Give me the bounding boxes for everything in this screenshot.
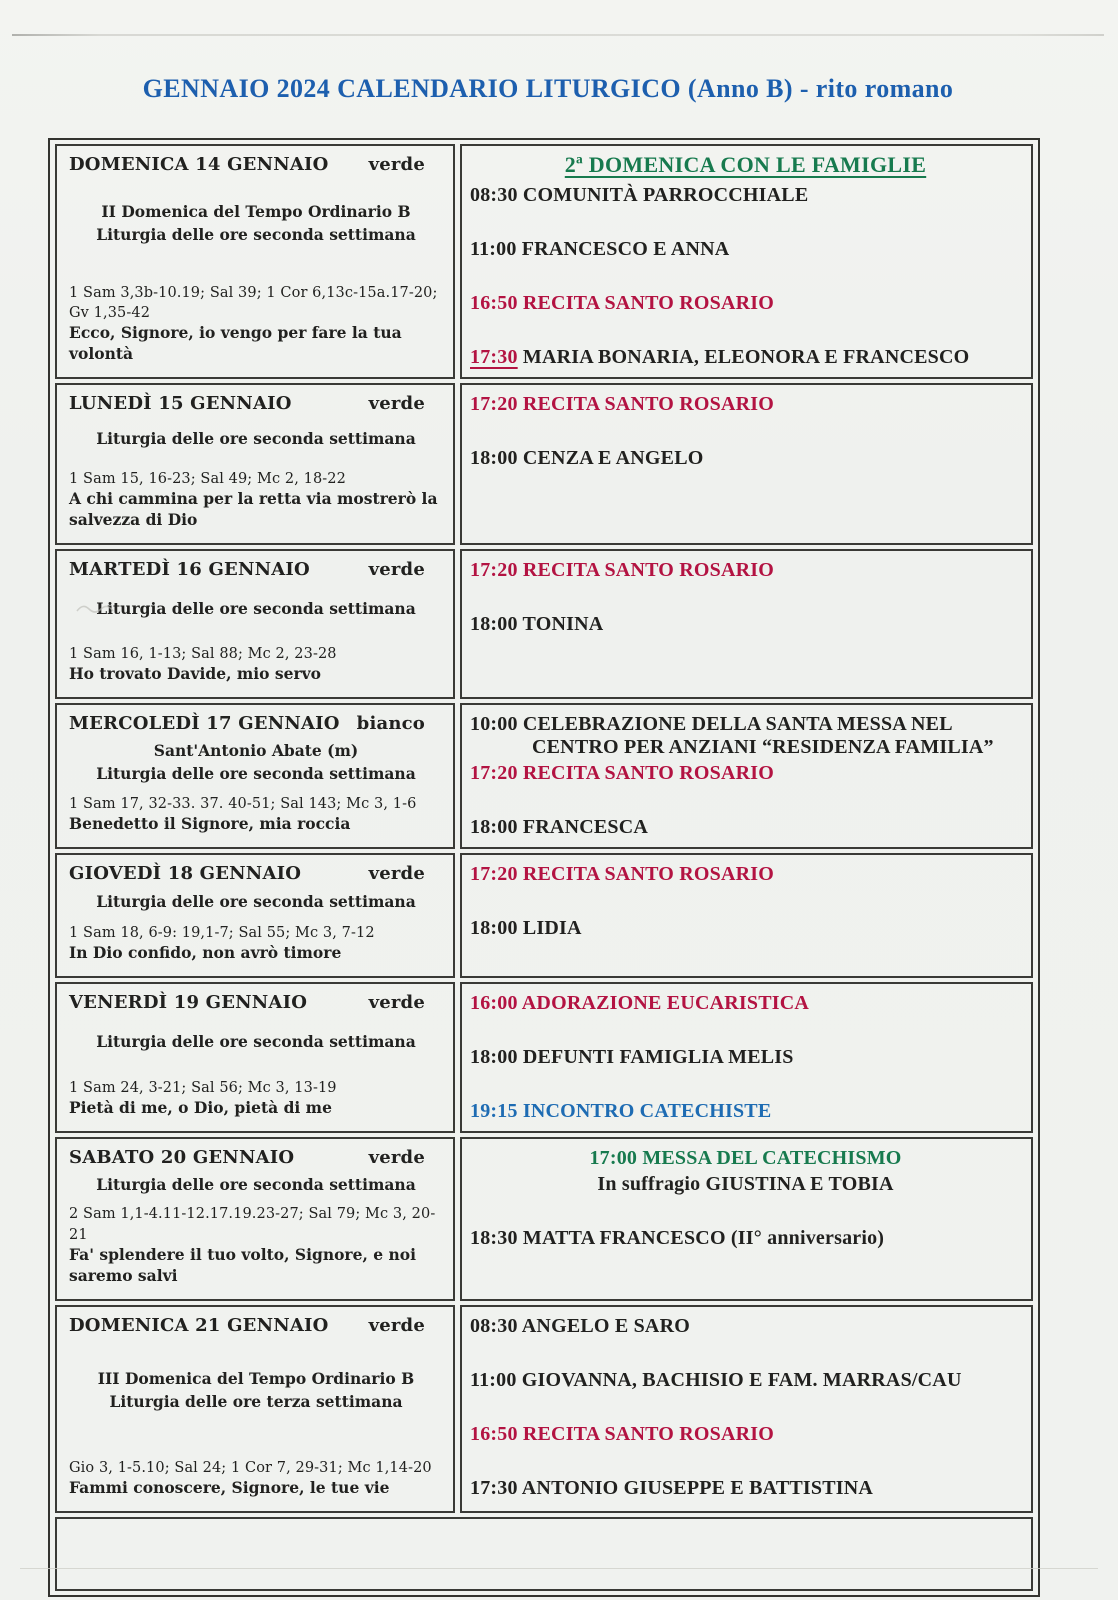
day-header (69, 154, 443, 175)
psalm-response: Pietà di me, o Dio, pietà di me (69, 1098, 332, 1118)
event-line (470, 1173, 1021, 1196)
day-info (57, 855, 453, 976)
event-line (470, 1477, 1021, 1500)
event-line (470, 917, 1021, 940)
event-text: TONINA (522, 613, 604, 635)
liturgical-color-label: verde (368, 863, 425, 884)
readings: 1 Sam 18, 6-9: 19,1-7; Sal 55; Mc 3, 7-12 (69, 924, 375, 941)
event-time: 11:00 (470, 238, 517, 260)
day-events-cell (460, 1137, 1033, 1301)
day-header (69, 1315, 443, 1336)
empty-row (55, 1517, 1033, 1591)
event-time: 17:20 (470, 393, 518, 415)
event-line (470, 863, 1021, 886)
liturgical-color-label: verde (368, 1314, 425, 1336)
day-row (55, 703, 1033, 849)
event-time: 16:00 (470, 992, 518, 1014)
scan-artifact-squiggle (75, 603, 121, 615)
event-line (470, 393, 1021, 416)
psalm-response: Fammi conoscere, Signore, le tue vie (69, 1477, 390, 1497)
day-info-cell (55, 853, 455, 978)
event-text: RECITA SANTO ROSARIO (522, 762, 774, 784)
event-line (470, 1369, 1021, 1392)
event-text: GIOVANNA, BACHISIO E FAM. MARRAS/CAU (521, 1368, 962, 1391)
event-time: 17:30 (470, 346, 518, 368)
day-info (57, 705, 453, 847)
event-time: 18:00 (470, 816, 518, 838)
event-line (470, 292, 1021, 315)
day-name: GIOVEDÌ 18 GENNAIO (69, 863, 302, 884)
day-info-cell (55, 1305, 455, 1513)
liturgical-color-label: verde (368, 992, 425, 1013)
day-header (69, 1147, 443, 1168)
day-info-cell (55, 383, 455, 545)
day-events-cell (460, 144, 1033, 379)
day-name: LUNEDÌ 15 GENNAIO (69, 393, 292, 414)
liturgy-line: Liturgia delle ore seconda settimana (96, 428, 416, 448)
liturgy-line: Liturgia delle ore terza settimana (109, 1391, 403, 1411)
event-line (470, 1147, 1021, 1170)
liturgy-line: Liturgia delle ore seconda settimana (96, 1031, 416, 1051)
event-text: MARIA BONARIA, ELEONORA E FRANCESCO (522, 346, 970, 368)
day-info-cell (55, 549, 455, 699)
liturgy-lines (69, 740, 443, 785)
liturgical-color-label: verde (368, 393, 425, 414)
page-title: GENNAIO 2024 CALENDARIO LITURGICO (Anno B) - rito romano (142, 74, 954, 103)
liturgy-lines (69, 201, 443, 246)
day-info-cell (55, 982, 455, 1133)
day-events (462, 1307, 1031, 1511)
event-line (470, 1100, 1021, 1123)
liturgy-line: II Domenica del Tempo Ordinario B (101, 202, 411, 222)
event-line (470, 816, 1021, 839)
scan-artifact-top-line (12, 34, 1104, 36)
event-time: 16:50 (470, 292, 518, 314)
day-events-cell (460, 982, 1033, 1133)
event-text: ANTONIO GIUSEPPE E BATTISTINA (521, 1476, 874, 1499)
day-events-cell (460, 1305, 1033, 1513)
liturgy-line: Liturgia delle ore seconda settimana (96, 763, 416, 783)
event-text: MATTA FRANCESCO (II° anniversario) (522, 1227, 885, 1249)
liturgical-color-label: verde (368, 1147, 425, 1168)
day-info (57, 385, 453, 543)
day-header (69, 713, 443, 734)
event-time: 11:00 (470, 1368, 517, 1391)
liturgical-calendar-table (48, 138, 1040, 1597)
day-info (57, 146, 453, 377)
day-row (55, 1305, 1033, 1513)
event-line (470, 1046, 1021, 1069)
event-line (470, 762, 1021, 785)
event-line (470, 346, 1021, 369)
liturgical-color-label: verde (368, 559, 425, 580)
liturgy-lines (69, 1368, 443, 1413)
day-events (462, 146, 1031, 377)
event-line (470, 238, 1021, 261)
event-text: RECITA SANTO ROSARIO (522, 1422, 774, 1445)
day-name: MERCOLEDÌ 17 GENNAIO (69, 713, 340, 734)
event-time: 18:30 (470, 1227, 518, 1249)
event-time: 10:00 (470, 713, 518, 735)
day-header (69, 559, 443, 580)
day-name: DOMENICA 21 GENNAIO (69, 1314, 329, 1336)
event-text: CELEBRAZIONE DELLA SANTA MESSA NEL (522, 713, 953, 735)
day-info-cell (55, 703, 455, 849)
event-text: RECITA SANTO ROSARIO (522, 559, 774, 581)
day-header (69, 393, 443, 414)
liturgical-color-label: verde (368, 154, 425, 175)
day-name: DOMENICA 14 GENNAIO (69, 154, 329, 175)
event-line (470, 713, 1021, 759)
psalm-response: Ecco, Signore, io vengo per fare la tua volontà (69, 323, 402, 364)
psalm-response: Benedetto il Signore, mia roccia (69, 814, 351, 834)
event-time: 18:00 (470, 447, 518, 469)
readings: 1 Sam 24, 3-21; Sal 56; Mc 3, 13-19 (69, 1079, 337, 1096)
event-line (470, 992, 1021, 1015)
liturgical-color-label: bianco (356, 713, 425, 734)
event-text: ANGELO E SARO (521, 1314, 690, 1337)
liturgy-line: Liturgia delle ore seconda settimana (96, 891, 416, 911)
event-line (470, 613, 1021, 636)
day-events (462, 984, 1031, 1131)
event-text: ADORAZIONE EUCARISTICA (521, 992, 810, 1014)
day-events-cell (460, 703, 1033, 849)
event-text: In suffragio GIUSTINA E TOBIA (597, 1173, 894, 1195)
day-info-cell (55, 1137, 455, 1301)
event-text: RECITA SANTO ROSARIO (522, 863, 774, 885)
day-row (55, 982, 1033, 1133)
event-text-line2: CENTRO PER ANZIANI “RESIDENZA FAMILIA” (532, 736, 994, 758)
day-info-cell (55, 144, 455, 379)
liturgy-line: Liturgia delle ore seconda settimana (96, 598, 416, 618)
day-name: SABATO 20 GENNAIO (69, 1147, 295, 1168)
event-time: 17:20 (470, 559, 518, 581)
event-text: RECITA SANTO ROSARIO (522, 393, 774, 415)
day-row (55, 144, 1033, 379)
event-text: CENZA E ANGELO (522, 447, 704, 469)
event-time: 16:50 (470, 1422, 518, 1445)
liturgy-line: Liturgia delle ore seconda settimana (96, 224, 416, 244)
liturgy-line: III Domenica del Tempo Ordinario B (97, 1369, 415, 1389)
event-time: 17:30 (470, 1476, 518, 1499)
readings: 1 Sam 16, 1-13; Sal 88; Mc 2, 23-28 (69, 645, 337, 662)
day-header (69, 863, 443, 884)
event-text: RECITA SANTO ROSARIO (522, 292, 774, 314)
liturgy-line: Liturgia delle ore seconda settimana (96, 1175, 416, 1194)
day-name: MARTEDÌ 16 GENNAIO (69, 559, 310, 580)
events-header: 2ª DOMENICA CON LE FAMIGLIE (564, 152, 927, 177)
liturgy-lines (69, 428, 443, 450)
day-row (55, 1137, 1033, 1301)
event-line (470, 1423, 1021, 1446)
event-time: 08:30 (470, 1314, 518, 1337)
event-text: COMUNITÀ PARROCCHIALE (522, 184, 809, 206)
liturgy-lines (69, 891, 443, 913)
readings: 2 Sam 1,1-4.11-12.17.19.23-27; Sal 79; Mc 3, 20-21 (69, 1206, 436, 1243)
event-text: LIDIA (522, 917, 582, 939)
event-line (470, 184, 1021, 207)
day-events (462, 551, 1031, 697)
event-time: 08:30 (470, 184, 518, 206)
event-line (470, 1227, 1021, 1250)
empty-row-cell (55, 1517, 1033, 1591)
event-text: FRANCESCO E ANNA (521, 238, 730, 260)
readings: 1 Sam 17, 32-33. 37. 40-51; Sal 143; Mc 3, 1-6 (69, 795, 417, 812)
readings: Gio 3, 1-5.10; Sal 24; 1 Cor 7, 29-31; Mc 1,14-20 (69, 1459, 432, 1476)
event-text: FRANCESCA (522, 816, 649, 838)
event-time: 18:00 (470, 1046, 518, 1068)
scan-artifact-bottom-line (20, 1568, 1098, 1569)
day-info (57, 551, 453, 697)
readings: 1 Sam 15, 16-23; Sal 49; Mc 2, 18-22 (69, 470, 346, 487)
day-events (462, 855, 1031, 976)
day-name: VENERDÌ 19 GENNAIO (69, 992, 308, 1013)
day-row (55, 853, 1033, 978)
day-events-cell (460, 853, 1033, 978)
event-line (470, 559, 1021, 582)
event-text: DEFUNTI FAMIGLIA MELIS (522, 1046, 794, 1068)
event-time: 18:00 (470, 613, 518, 635)
day-events (462, 705, 1031, 847)
event-time: 17:00 (589, 1147, 638, 1169)
day-info (57, 984, 453, 1131)
day-row (55, 383, 1033, 545)
day-row (55, 549, 1033, 699)
liturgy-lines (69, 1174, 443, 1196)
event-text: MESSA DEL CATECHISMO (642, 1147, 902, 1169)
day-events-cell (460, 383, 1033, 545)
event-time: 19:15 (470, 1100, 518, 1122)
day-events-cell (460, 549, 1033, 699)
event-text: INCONTRO CATECHISTE (522, 1100, 772, 1122)
event-time: 17:20 (470, 863, 518, 885)
liturgy-line: Sant'Antonio Abate (m) (153, 741, 359, 761)
liturgy-lines (69, 1031, 443, 1053)
event-time: 17:20 (470, 762, 518, 784)
psalm-response: Ho trovato Davide, mio servo (69, 664, 321, 684)
day-info (57, 1139, 453, 1299)
day-events (462, 385, 1031, 543)
psalm-response: A chi cammina per la retta via mostrerò la salvezza di Dio (69, 489, 438, 530)
readings: 1 Sam 3,3b-10.19; Sal 39; 1 Cor 6,13c-15a.17-20; Gv 1,35-42 (69, 284, 438, 321)
event-line (470, 447, 1021, 470)
event-line (470, 1315, 1021, 1338)
day-header (69, 992, 443, 1013)
psalm-response: Fa' splendere il tuo volto, Signore, e noi saremo salvi (69, 1245, 417, 1285)
day-info (57, 1307, 453, 1511)
event-time: 18:00 (470, 917, 518, 939)
liturgy-lines (69, 598, 443, 620)
day-events (462, 1139, 1031, 1299)
psalm-response: In Dio confido, non avrò timore (69, 943, 342, 963)
